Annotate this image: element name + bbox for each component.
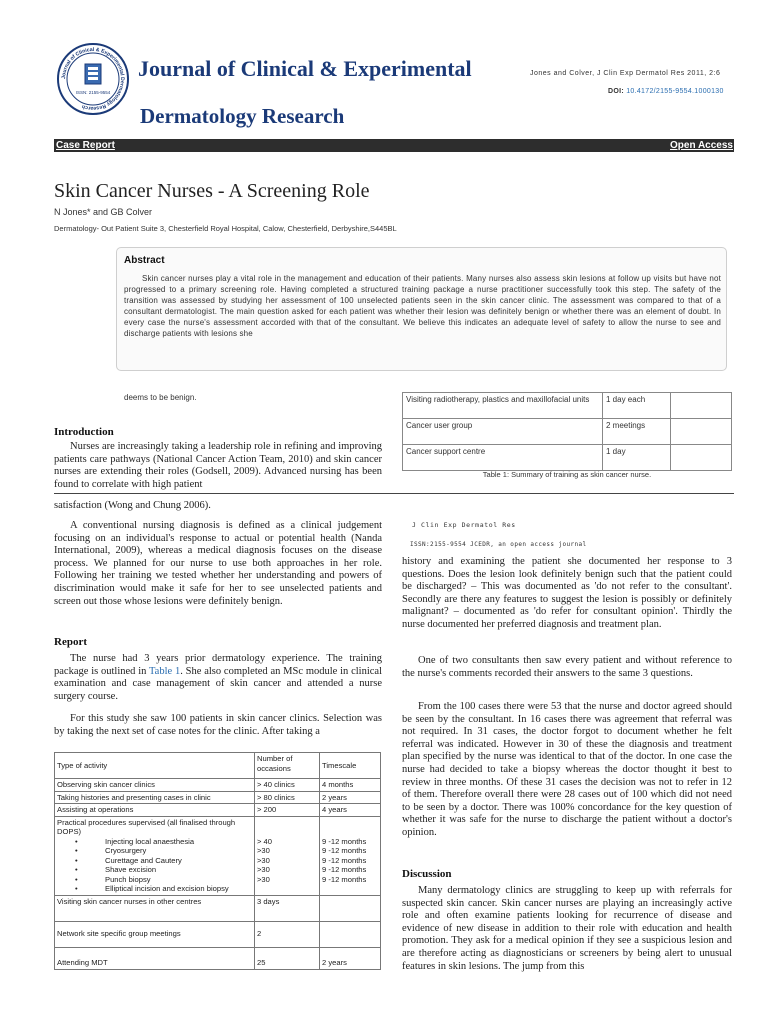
introduction-heading: Introduction xyxy=(54,426,114,438)
logo-ring-text: Journal of Clinical & Experimental Dermatology Research xyxy=(60,46,126,112)
table-row xyxy=(55,804,381,817)
table-row xyxy=(403,393,732,419)
discussion-paragraph-1: Many dermatology clinics are struggling to keep up with referrals for suspected skin cancer. Skin cancer nurses are playing an increasingly active role and often examine patients looking for recurrence of disease and evidence of new disease in addition to their role with education and health promotion. They ask for a medical opinion if they see a suspicious lesion and are therefore acting as diagnosticians or screeners by being alert to unusual features in skin lesions. The jump from this xyxy=(402,885,732,972)
abstract-text: Skin cancer nurses play a vital role in the management and education of their patients. Many nurses also assess skin lesions at follow up visits but have not progressed to a primary screening role. Having completed a structured training package a nurse practitioner successfully took this step. The safety of the transition was assessed by studying her assessment of 100 unselected patients seen in the skin cancer clinic. The assessment was compared to that of a consultant dermatologist. The main question asked for each patient was whether their lesion was definitely benign or whether there was an element of doubt. In every case the nurse's assessment accorded with that of the consultant. We believe this indicates an adequate level of safety to allow the nurse to see and discharge patients with lesions she xyxy=(124,274,721,339)
list-item: • Shave excision xyxy=(57,865,252,875)
table-cell: Network site specific group meetings xyxy=(55,921,255,947)
list-item: • Punch biopsy xyxy=(57,875,252,885)
table-header-row xyxy=(55,753,381,779)
report-paragraph-1 xyxy=(54,653,382,703)
logo-issn: ISSN: 2155-9554 xyxy=(75,90,111,95)
table-cell: 2 years xyxy=(320,947,381,969)
table-cell xyxy=(320,921,381,947)
running-head: J Clin Exp Dermatol Res xyxy=(412,521,516,529)
column-header: Type of activity xyxy=(55,753,255,779)
procedure-time: 9 -12 months xyxy=(322,874,367,884)
procedure-list xyxy=(57,837,252,894)
doi-link[interactable]: 10.4172/2155-9554.1000130 xyxy=(626,88,724,95)
list-item: • Cryosurgery xyxy=(57,846,252,856)
procedure-time: 9 -12 months xyxy=(322,855,367,865)
table-cell: Cancer support centre xyxy=(403,445,603,471)
table-row xyxy=(55,779,381,792)
issn-line: ISSN:2155-9554 JCEDR, an open access journal xyxy=(410,541,587,548)
abstract-heading: Abstract xyxy=(124,255,165,266)
table-1-caption: Table 1: Summary of training as skin cancer nurse. xyxy=(482,470,652,479)
table-cell: > 80 clinics xyxy=(255,791,320,804)
journal-title-line2: Dermatology Research xyxy=(140,104,345,128)
list-item: • Injecting local anaesthesia xyxy=(57,837,252,847)
table-cell: 2 meetings xyxy=(603,419,671,445)
column-header: Timescale xyxy=(320,753,381,779)
table-cell: Taking histories and presenting cases in clinic xyxy=(55,791,255,804)
table-cell: 1 day xyxy=(603,445,671,471)
report-paragraph-5: From the 100 cases there were 53 that the nurse and doctor agreed should be seen by the consultant. In 16 cases there was agreement that referral was not required. In 31 cases, the doctor forgot to document whether he felt referral was indicated. However in 30 of these the diagnosis and treatment plan specified by the nurse was identical to that of the doctor. In one case the nurse had decided to take a biopsy whereas the doctor thought it best to review in three months. Of these 31 cases the decision was not to refer in 12 of them. Therefore overall there were 28 cases out of 100 which did not need to be seen by a doctor. There was 100% concordance for the key question of whether it was safe for the nurse to discharge the patient without a doctor's opinion. xyxy=(402,701,732,838)
report-heading: Report xyxy=(54,636,87,648)
table-row xyxy=(55,947,381,969)
introduction-paragraph-1-end: satisfaction (Wong and Chung 2006). xyxy=(54,500,211,511)
table-cell: Cancer user group xyxy=(403,419,603,445)
journal-logo xyxy=(56,42,130,116)
procedures-title: Practical procedures supervised (all finalised through DOPS) xyxy=(57,817,236,836)
procedure-count: >30 xyxy=(257,846,270,855)
table-cell xyxy=(671,419,732,445)
table-cell: Visiting radiotherapy, plastics and maxillofacial units xyxy=(403,393,603,419)
activity-table xyxy=(54,752,381,970)
doi-label: DOI: xyxy=(608,88,624,95)
table-1-link[interactable]: Table 1 xyxy=(149,665,181,677)
report-text: . She also completed an MSc module in clinical examination and case management of skin cancer and attended a nurse surgery course. xyxy=(54,665,382,702)
table-row xyxy=(55,921,381,947)
table-row-procedures xyxy=(55,816,381,895)
report-paragraph-3: history and examining the patient she documented her response to 3 questions. Does the lesion look definitely benign such that the patient could be discharged? – This was documented as 'do not refer to the consultant'. Secondly are there any features to suggest the lesion is possibly or definitely malignant? – documented as 'do refer for consultant opinion'. Thirdly the nurse documented her preferred diagnosis and treatment plan. xyxy=(402,556,732,630)
report-paragraph-2: For this study she saw 100 patients in skin cancer clinics. Selection was by taking the next set of case notes for the clinic. After taking a xyxy=(54,713,382,737)
table-row xyxy=(55,895,381,921)
affiliation: Dermatology- Out Patient Suite 3, Chesterfield Royal Hospital, Calow, Chesterfield, Derbyshire,S445BL xyxy=(54,224,397,233)
list-item: • Curettage and Cautery xyxy=(57,856,252,866)
report-paragraph-4: One of two consultants then saw every patient and without reference to the nurse's comments recorded their answers to the same 3 questions. xyxy=(402,655,732,679)
table-cell: 1 day each xyxy=(603,393,671,419)
procedure-time: 9 -12 months xyxy=(322,846,367,855)
table-cell xyxy=(255,816,320,895)
table-cell: 3 days xyxy=(255,895,320,921)
table-cell: Observing skin cancer clinics xyxy=(55,779,255,792)
table-row xyxy=(403,419,732,445)
report-text: The nurse had 3 years prior dermatology experience. The training package is outlined in xyxy=(54,653,382,677)
table-cell xyxy=(320,816,381,895)
table-cell xyxy=(320,895,381,921)
table-cell: 4 months xyxy=(320,779,381,792)
procedure-count: >30 xyxy=(257,865,270,874)
table-row xyxy=(55,791,381,804)
open-access-label: Open Access xyxy=(670,140,733,151)
table-cell: Attending MDT xyxy=(55,947,255,969)
introduction-paragraph-1: Nurses are increasingly taking a leadership role in refining and improving patients care pathways (National Cancer Action Team, 2010) and skin cancer nurses are extending their roles (Godsell, 2009). Advanced nursing has been found to correlate with high patient xyxy=(54,441,382,490)
table-cell: 4 years xyxy=(320,804,381,817)
table-cell xyxy=(55,816,255,895)
authors: N Jones* and GB Colver xyxy=(54,207,153,217)
divider xyxy=(54,493,734,494)
procedure-count: >30 xyxy=(257,855,270,865)
table-cell xyxy=(671,445,732,471)
table-cell: > 40 clinics xyxy=(255,779,320,792)
case-report-label: Case Report xyxy=(56,140,115,151)
table-cell xyxy=(671,393,732,419)
citation: Jones and Colver, J Clin Exp Dermatol Res 2011, 2:6 xyxy=(530,70,721,77)
journal-title-line1: Journal of Clinical & Experimental xyxy=(138,56,472,81)
column-header: Number of occasions xyxy=(255,753,320,779)
table-cell: Visiting skin cancer nurses in other centres xyxy=(55,895,255,921)
article-title: Skin Cancer Nurses - A Screening Role xyxy=(54,180,370,202)
table-cell: 2 xyxy=(255,921,320,947)
table-cell: 2 years xyxy=(320,791,381,804)
training-summary-table xyxy=(402,392,732,471)
procedure-count: > 40 xyxy=(257,836,272,846)
procedure-time: 9 -12 months xyxy=(322,865,367,874)
table-row xyxy=(403,445,732,471)
list-item: • Elliptical incision and excision biopsy xyxy=(57,884,252,894)
table-cell: 25 xyxy=(255,947,320,969)
abstract-continuation: deems to be benign. xyxy=(124,393,197,402)
table-cell: Assisting at operations xyxy=(55,804,255,817)
procedure-time: 9 -12 months xyxy=(322,836,367,846)
introduction-paragraph-2: A conventional nursing diagnosis is defined as a clinical judgement focusing on an individual's response to actual or potential health (Nanda International, 2009), whereas a medical diagnosis focuses on the disease process. We planned for our nurse to use both approaches in her role. Following her training we tested whether her understanding and powers of discrimination would make it safe for her to see unselected patients and screen out those whose lesions were definitely benign. xyxy=(54,520,382,607)
discussion-heading: Discussion xyxy=(402,868,452,880)
doi xyxy=(608,88,724,95)
table-cell: > 200 xyxy=(255,804,320,817)
procedure-count: >30 xyxy=(257,874,270,884)
article-type-banner xyxy=(54,139,734,152)
